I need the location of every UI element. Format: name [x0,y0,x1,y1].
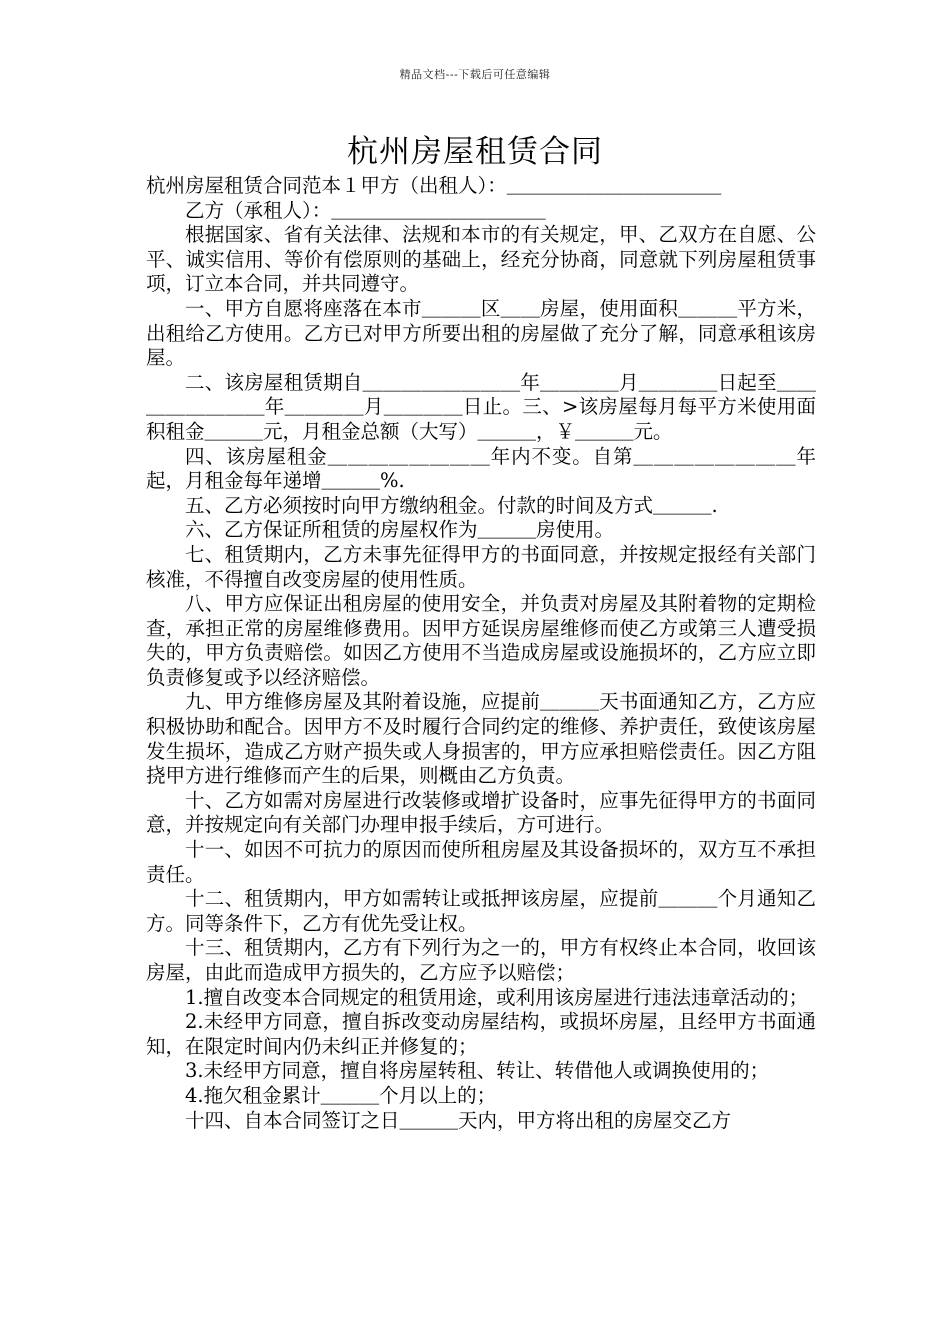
document-title: 杭州房屋租赁合同 [347,134,603,170]
contract-paragraph: 根据国家、省有关法律、法规和本市的有关规定，甲、乙双方在自愿、公平、诚实信用、等价有偿原则的基础上，经充分协商，同意就下列房屋租赁事项，订立本合同，并共同遵守。 [146,223,816,296]
contract-paragraph: 七、租赁期内，乙方未事先征得甲方的书面同意，并按规定报经有关部门核准，不得擅自改变房屋的使用性质。 [146,542,816,591]
contract-paragraph: 十一、如因不可抗力的原因而使所租房屋及其设备损坏的，双方互不承担责任。 [146,838,816,886]
contract-paragraph: 3.未经甲方同意，擅自将房屋转租、转让、转借他人或调换使用的； [185,1059,770,1083]
contract-paragraph: 4.拖欠租金累计＿＿＿个月以上的； [185,1083,497,1107]
contract-paragraph: 八、甲方应保证出租房屋的使用安全，并负责对房屋及其附着物的定期检查，承担正常的房屋维修费用。因甲方延误房屋维修而使乙方或第三人遭受损失的，甲方负责赔偿。如因乙方使用不当造成房屋或设施损坏的，乙方应立即负责修复或予以经济赔偿。 [146,592,816,689]
contract-paragraph: 1.擅自改变本合同规定的租赁用途，或利用该房屋进行违法违章活动的； [185,985,809,1009]
contract-paragraph: 十、乙方如需对房屋进行改装修或增扩设备时，应事先征得甲方的书面同意，并按规定向有关部门办理申报手续后，方可进行。 [146,788,816,837]
contract-paragraph: 二、该房屋租赁期自＿＿＿＿＿＿＿＿年＿＿＿＿月＿＿＿＿日起至＿＿＿＿＿＿＿＿年＿＿＿＿月＿＿＿＿日止。三、>该房屋每月每平方米使用面积租金＿＿＿元，月租金总额（大写）＿＿＿，￥＿＿＿元。 [146,370,816,443]
contract-paragraph: 十三、租赁期内，乙方有下列行为之一的，甲方有权终止本合同，收回该房屋，由此而造成甲方损失的，乙方应予以赔偿； [146,936,816,984]
contract-paragraph: 五、乙方必须按时向甲方缴纳租金。付款的时间及方式＿＿＿. [185,493,718,517]
contract-paragraph: 九、甲方维修房屋及其附着设施，应提前＿＿＿天书面通知乙方，乙方应积极协助和配合。因甲方不及时履行合同约定的维修、养护责任，致使该房屋发生损坏，造成乙方财产损失或人身损害的，甲方应承担赔偿责任。因乙方阻挠甲方进行维修而产生的后果，则概由乙方负责。 [146,690,816,788]
contract-paragraph: 四、该房屋租金＿＿＿＿＿＿＿＿年内不变。自第＿＿＿＿＿＿＿＿年起，月租金每年递增＿＿＿%. [146,444,816,493]
contract-body [146,174,816,1133]
contract-paragraph: 十二、租赁期内，甲方如需转让或抵押该房屋，应提前＿＿＿个月通知乙方。同等条件下，乙方有优先受让权。 [146,887,816,935]
contract-paragraph: 一、甲方自愿将座落在本市＿＿＿区＿＿房屋，使用面积＿＿＿平方米，出租给乙方使用。乙方已对甲方所要出租的房屋做了充分了解，同意承租该房屋。 [146,296,816,370]
contract-paragraph: 十四、自本合同签订之日＿＿＿天内，甲方将出租的房屋交乙方 [185,1108,732,1132]
contract-paragraph: 杭州房屋租赁合同范本１甲方（出租人）：＿＿＿＿＿＿＿＿＿＿＿ [146,174,722,197]
header-note: 精品文档---下载后可任意编辑 [399,68,551,81]
contract-paragraph: 六、乙方保证所租赁的房屋权作为＿＿＿房使用。 [185,518,615,542]
contract-paragraph: 2.未经甲方同意，擅自拆改变动房屋结构，或损坏房屋，且经甲方书面通知，在限定时间内仍未纠正并修复的； [146,1010,816,1058]
contract-paragraph: 乙方（承租人）：＿＿＿＿＿＿＿＿＿＿＿ [185,198,546,222]
